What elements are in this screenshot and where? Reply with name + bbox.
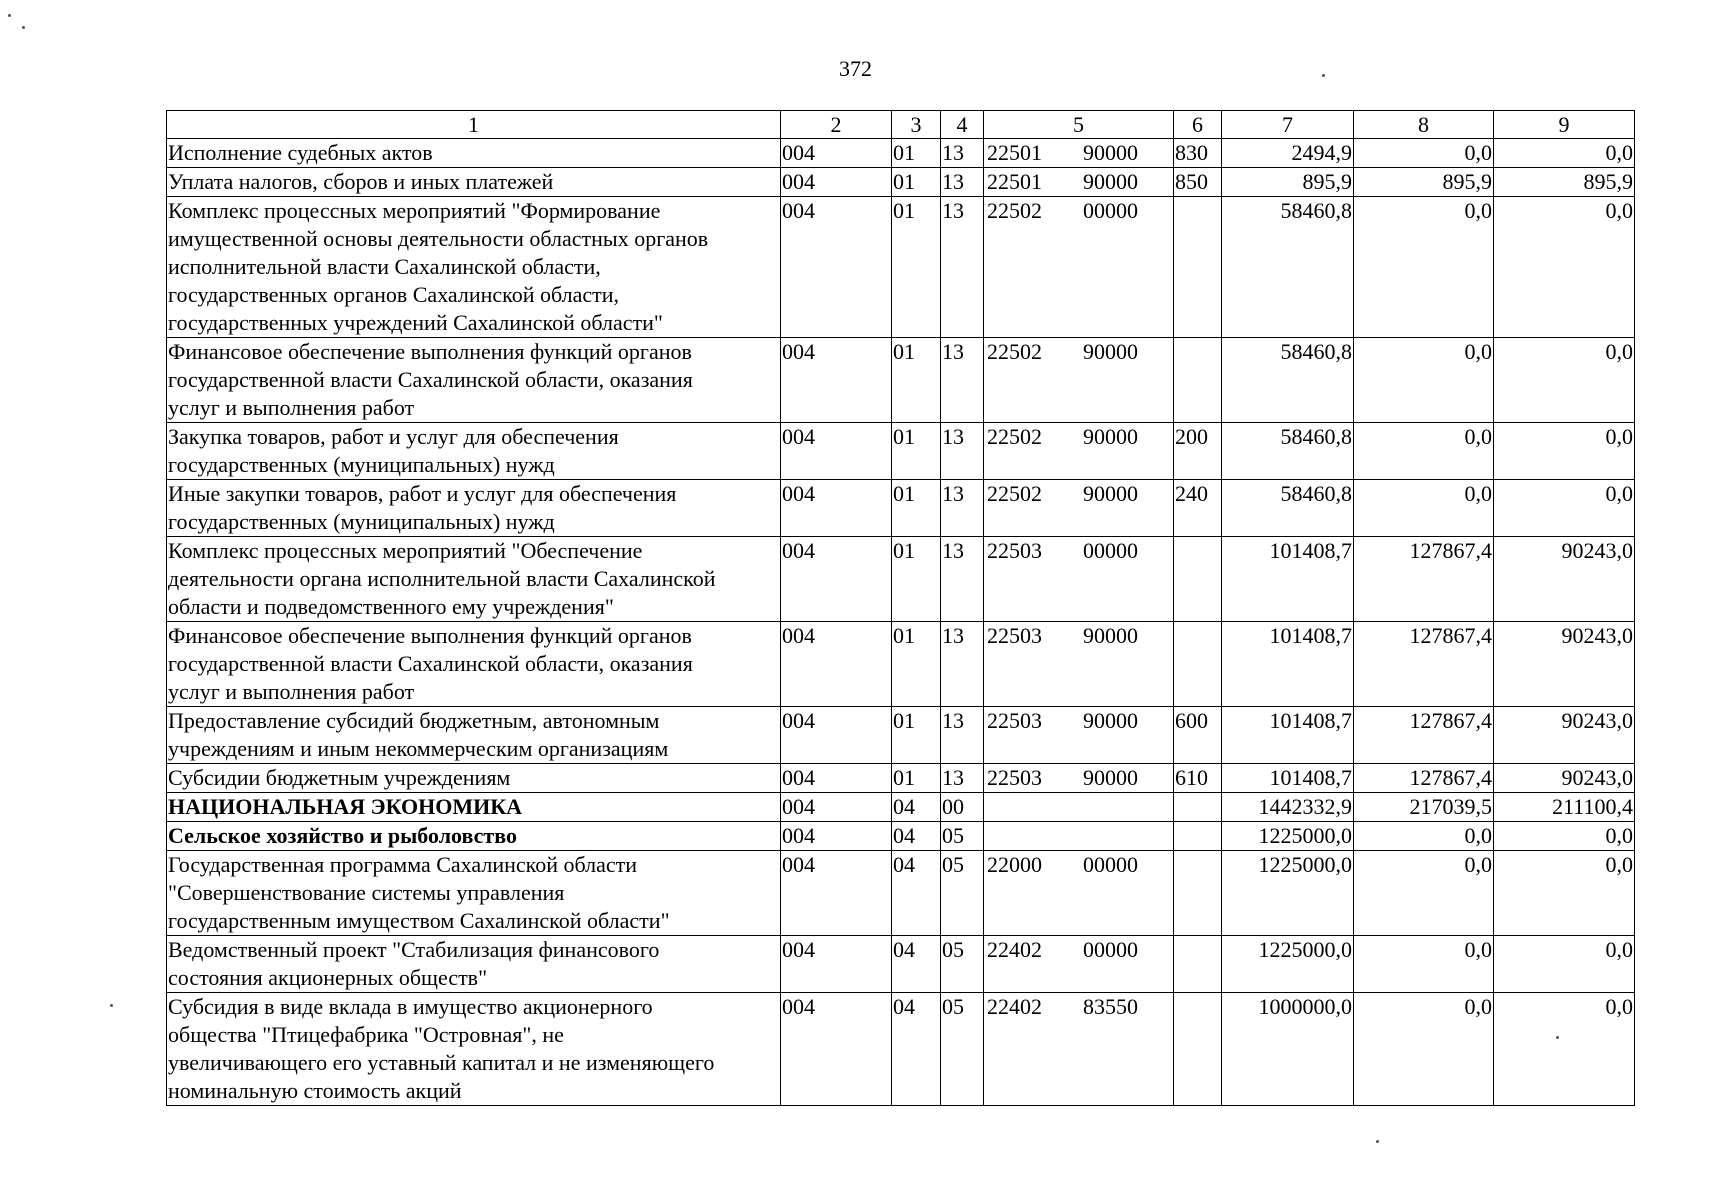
table-row <box>167 622 1635 707</box>
target-article-direction: 90000 <box>1083 424 1138 449</box>
target-article-program: 22501 <box>987 140 1042 165</box>
cell-amount-col8: 895,9 <box>1354 168 1494 197</box>
cell-ministry-code: 004 <box>781 139 892 168</box>
cell-amount-col7: 58460,8 <box>1222 197 1354 338</box>
cell-amount-col9: 0,0 <box>1494 423 1635 480</box>
cell-target-article <box>984 480 1174 537</box>
cell-expense-type <box>1174 793 1222 822</box>
cell-section-code: 01 <box>892 338 941 423</box>
cell-amount-col8: 127867,4 <box>1354 622 1494 707</box>
cell-ministry-code: 004 <box>781 793 892 822</box>
table-row <box>167 423 1635 480</box>
cell-amount-col8: 127867,4 <box>1354 537 1494 622</box>
row-name: НАЦИОНАЛЬНАЯ ЭКОНОМИКА <box>167 793 781 822</box>
cell-ministry-code: 004 <box>781 822 892 851</box>
cell-expense-type: 830 <box>1174 139 1222 168</box>
cell-ministry-code: 004 <box>781 622 892 707</box>
target-article-program: 22502 <box>987 424 1042 449</box>
cell-subsection-code: 13 <box>941 197 984 338</box>
cell-amount-col7: 58460,8 <box>1222 338 1354 423</box>
cell-ministry-code: 004 <box>781 851 892 936</box>
table-row <box>167 168 1635 197</box>
cell-amount-col7: 2494,9 <box>1222 139 1354 168</box>
cell-amount-col8: 217039,5 <box>1354 793 1494 822</box>
cell-subsection-code: 13 <box>941 707 984 764</box>
cell-section-code: 04 <box>892 936 941 993</box>
target-article-program: 22503 <box>987 765 1042 790</box>
cell-subsection-code: 13 <box>941 423 984 480</box>
cell-amount-col7: 101408,7 <box>1222 707 1354 764</box>
table-row <box>167 993 1635 1106</box>
cell-expense-type <box>1174 851 1222 936</box>
cell-amount-col8: 0,0 <box>1354 423 1494 480</box>
target-article-direction: 90000 <box>1083 339 1138 364</box>
cell-expense-type <box>1174 537 1222 622</box>
header-row <box>167 111 1635 139</box>
cell-amount-col7: 101408,7 <box>1222 537 1354 622</box>
cell-section-code: 04 <box>892 993 941 1106</box>
table-row <box>167 936 1635 993</box>
target-article-program: 22503 <box>987 708 1042 733</box>
budget-table <box>166 110 1635 1106</box>
cell-amount-col9: 90243,0 <box>1494 537 1635 622</box>
target-article-program: 22503 <box>987 623 1042 648</box>
table-row <box>167 764 1635 793</box>
column-header: 9 <box>1494 111 1635 139</box>
cell-section-code: 04 <box>892 793 941 822</box>
cell-target-article <box>984 764 1174 793</box>
cell-section-code: 01 <box>892 480 941 537</box>
cell-target-article <box>984 822 1174 851</box>
cell-subsection-code: 05 <box>941 993 984 1106</box>
row-name: Закупка товаров, работ и услуг для обеспечения государственных (муниципальных) нужд <box>167 423 781 480</box>
cell-target-article <box>984 707 1174 764</box>
target-article-direction: 00000 <box>1083 198 1138 223</box>
target-article-program: 22502 <box>987 198 1042 223</box>
cell-amount-col9: 90243,0 <box>1494 707 1635 764</box>
cell-amount-col9: 895,9 <box>1494 168 1635 197</box>
cell-section-code: 01 <box>892 423 941 480</box>
cell-amount-col9: 0,0 <box>1494 197 1635 338</box>
cell-amount-col7: 101408,7 <box>1222 622 1354 707</box>
target-article-direction: 83550 <box>1083 994 1138 1019</box>
cell-target-article <box>984 139 1174 168</box>
cell-target-article <box>984 793 1174 822</box>
cell-amount-col9: 0,0 <box>1494 822 1635 851</box>
row-name: Иные закупки товаров, работ и услуг для обеспечения государственных (муниципальных) нужд <box>167 480 781 537</box>
cell-amount-col7: 101408,7 <box>1222 764 1354 793</box>
target-article-direction: 00000 <box>1083 538 1138 563</box>
cell-expense-type: 610 <box>1174 764 1222 793</box>
target-article-direction: 00000 <box>1083 937 1138 962</box>
row-name: Государственная программа Сахалинской области "Совершенствование системы управления государственным имуществом Сахалинской области" <box>167 851 781 936</box>
cell-expense-type <box>1174 622 1222 707</box>
cell-subsection-code: 13 <box>941 622 984 707</box>
target-article-program: 22501 <box>987 169 1042 194</box>
column-header: 5 <box>984 111 1174 139</box>
cell-amount-col8: 0,0 <box>1354 851 1494 936</box>
cell-ministry-code: 004 <box>781 480 892 537</box>
cell-amount-col7: 1225000,0 <box>1222 936 1354 993</box>
cell-amount-col9: 90243,0 <box>1494 764 1635 793</box>
cell-target-article <box>984 197 1174 338</box>
cell-ministry-code: 004 <box>781 993 892 1106</box>
cell-amount-col8: 0,0 <box>1354 936 1494 993</box>
cell-amount-col9: 0,0 <box>1494 480 1635 537</box>
target-article-direction: 90000 <box>1083 169 1138 194</box>
cell-amount-col9: 0,0 <box>1494 993 1635 1106</box>
cell-expense-type <box>1174 936 1222 993</box>
cell-amount-col8: 127867,4 <box>1354 707 1494 764</box>
cell-amount-col8: 0,0 <box>1354 197 1494 338</box>
cell-amount-col9: 0,0 <box>1494 139 1635 168</box>
column-header: 6 <box>1174 111 1222 139</box>
cell-expense-type <box>1174 197 1222 338</box>
cell-section-code: 04 <box>892 822 941 851</box>
cell-expense-type: 850 <box>1174 168 1222 197</box>
cell-ministry-code: 004 <box>781 423 892 480</box>
table-row <box>167 139 1635 168</box>
cell-amount-col7: 1225000,0 <box>1222 822 1354 851</box>
target-article-program: 22502 <box>987 481 1042 506</box>
cell-section-code: 01 <box>892 707 941 764</box>
target-article-direction: 90000 <box>1083 481 1138 506</box>
column-header: 3 <box>892 111 941 139</box>
cell-target-article <box>984 537 1174 622</box>
column-header: 2 <box>781 111 892 139</box>
cell-expense-type <box>1174 338 1222 423</box>
cell-subsection-code: 05 <box>941 851 984 936</box>
table-row <box>167 707 1635 764</box>
target-article-direction: 00000 <box>1083 852 1138 877</box>
cell-amount-col9: 211100,4 <box>1494 793 1635 822</box>
cell-amount-col8: 0,0 <box>1354 338 1494 423</box>
row-name: Ведомственный проект "Стабилизация финансового состояния акционерных обществ" <box>167 936 781 993</box>
table-row <box>167 338 1635 423</box>
page-number: 372 <box>839 56 872 81</box>
cell-amount-col8: 127867,4 <box>1354 764 1494 793</box>
column-header: 1 <box>167 111 781 139</box>
cell-expense-type: 240 <box>1174 480 1222 537</box>
cell-subsection-code: 13 <box>941 537 984 622</box>
cell-target-article <box>984 338 1174 423</box>
target-article-program: 22502 <box>987 339 1042 364</box>
table-row <box>167 480 1635 537</box>
target-article-program: 22402 <box>987 994 1042 1019</box>
cell-target-article <box>984 936 1174 993</box>
cell-subsection-code: 13 <box>941 338 984 423</box>
cell-amount-col9: 0,0 <box>1494 851 1635 936</box>
cell-ministry-code: 004 <box>781 936 892 993</box>
row-name: Сельское хозяйство и рыболовство <box>167 822 781 851</box>
table-row <box>167 793 1635 822</box>
cell-section-code: 04 <box>892 851 941 936</box>
cell-amount-col8: 0,0 <box>1354 480 1494 537</box>
cell-subsection-code: 05 <box>941 822 984 851</box>
row-name: Уплата налогов, сборов и иных платежей <box>167 168 781 197</box>
row-name: Финансовое обеспечение выполнения функций органов государственной власти Сахалинской области, оказания услуг и выполнения работ <box>167 338 781 423</box>
cell-ministry-code: 004 <box>781 764 892 793</box>
target-article-program: 22402 <box>987 937 1042 962</box>
cell-expense-type <box>1174 822 1222 851</box>
cell-amount-col7: 895,9 <box>1222 168 1354 197</box>
cell-subsection-code: 05 <box>941 936 984 993</box>
cell-section-code: 01 <box>892 168 941 197</box>
table-row <box>167 851 1635 936</box>
cell-amount-col8: 0,0 <box>1354 993 1494 1106</box>
cell-amount-col7: 1225000,0 <box>1222 851 1354 936</box>
cell-subsection-code: 00 <box>941 793 984 822</box>
target-article-direction: 90000 <box>1083 623 1138 648</box>
table-row <box>167 197 1635 338</box>
cell-amount-col7: 58460,8 <box>1222 423 1354 480</box>
target-article-program: 22503 <box>987 538 1042 563</box>
cell-section-code: 01 <box>892 139 941 168</box>
cell-expense-type <box>1174 993 1222 1106</box>
cell-expense-type: 200 <box>1174 423 1222 480</box>
target-article-program: 22000 <box>987 852 1042 877</box>
cell-target-article <box>984 423 1174 480</box>
cell-target-article <box>984 993 1174 1106</box>
cell-amount-col7: 58460,8 <box>1222 480 1354 537</box>
cell-amount-col7: 1000000,0 <box>1222 993 1354 1106</box>
cell-ministry-code: 004 <box>781 537 892 622</box>
cell-target-article <box>984 851 1174 936</box>
cell-amount-col9: 0,0 <box>1494 936 1635 993</box>
cell-amount-col8: 0,0 <box>1354 139 1494 168</box>
target-article-direction: 90000 <box>1083 140 1138 165</box>
target-article-direction: 90000 <box>1083 765 1138 790</box>
cell-amount-col9: 90243,0 <box>1494 622 1635 707</box>
cell-ministry-code: 004 <box>781 168 892 197</box>
cell-section-code: 01 <box>892 764 941 793</box>
cell-amount-col9: 0,0 <box>1494 338 1635 423</box>
cell-section-code: 01 <box>892 537 941 622</box>
cell-section-code: 01 <box>892 622 941 707</box>
column-header: 8 <box>1354 111 1494 139</box>
target-article-direction: 90000 <box>1083 708 1138 733</box>
row-name: Исполнение судебных актов <box>167 139 781 168</box>
cell-ministry-code: 004 <box>781 197 892 338</box>
row-name: Субсидия в виде вклада в имущество акционерного общества "Птицефабрика "Островная", не увеличивающего его уставный капитал и не изменяющего номинальную стоимость акций <box>167 993 781 1106</box>
cell-amount-col7: 1442332,9 <box>1222 793 1354 822</box>
cell-subsection-code: 13 <box>941 480 984 537</box>
cell-subsection-code: 13 <box>941 764 984 793</box>
cell-section-code: 01 <box>892 197 941 338</box>
column-header: 4 <box>941 111 984 139</box>
cell-subsection-code: 13 <box>941 168 984 197</box>
row-name: Комплекс процессных мероприятий "Обеспечение деятельности органа исполнительной власти Сахалинской области и подведомственного ему учреждения" <box>167 537 781 622</box>
cell-ministry-code: 004 <box>781 338 892 423</box>
column-header: 7 <box>1222 111 1354 139</box>
row-name: Предоставление субсидий бюджетным, автономным учреждениям и иным некоммерческим организациям <box>167 707 781 764</box>
cell-target-article <box>984 168 1174 197</box>
cell-target-article <box>984 622 1174 707</box>
cell-ministry-code: 004 <box>781 707 892 764</box>
cell-subsection-code: 13 <box>941 139 984 168</box>
table-row <box>167 537 1635 622</box>
row-name: Финансовое обеспечение выполнения функций органов государственной власти Сахалинской области, оказания услуг и выполнения работ <box>167 622 781 707</box>
row-name: Субсидии бюджетным учреждениям <box>167 764 781 793</box>
cell-expense-type: 600 <box>1174 707 1222 764</box>
table-row <box>167 822 1635 851</box>
row-name: Комплекс процессных мероприятий "Формирование имущественной основы деятельности областных органов исполнительной власти Сахалинской области, государственных органов Сахалинской области, государственных учреждений Сахалинской области" <box>167 197 781 338</box>
cell-amount-col8: 0,0 <box>1354 822 1494 851</box>
